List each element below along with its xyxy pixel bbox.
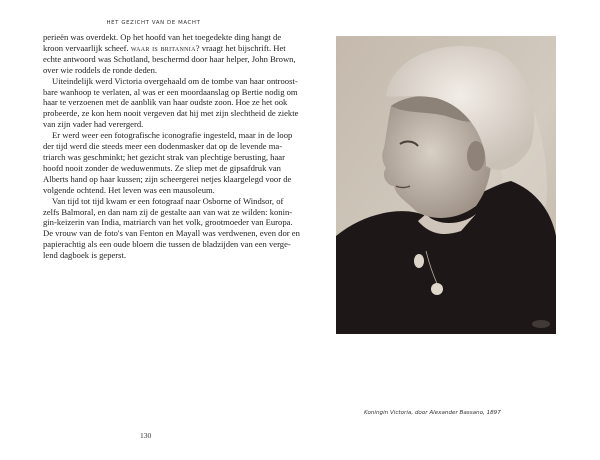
text-fragment: ? vraagt het bijschrift. Het — [195, 42, 286, 53]
text-line: lend dagboek is geperst. — [43, 250, 127, 261]
text-line: haar te verzoenen met de aanblik van haar oudste zoon. Hoe ze het ook — [43, 97, 288, 108]
portrait-photo-icon — [336, 36, 556, 334]
text-line: van zijn vader had verergerd. — [43, 119, 144, 130]
page-number: 130 — [140, 431, 152, 440]
text-line: triarch was geschminkt; het gezicht strak van plechtige berusting, haar — [43, 151, 285, 162]
text-line: gin-keizerin van India, matriarch van het volk, grootmoeder van Europa. — [43, 217, 293, 228]
photo-caption: Koningin Victoria, door Alexander Bassano, 1897 — [364, 410, 501, 416]
text-fragment: kroon vervaarlijk scheef. — [43, 42, 131, 53]
text-line: probeerde, ze kon hem nooit vergeven dat hij met zijn slechtheid de ziekte — [43, 108, 299, 119]
text-line: Van tijd tot tijd kwam er een fotograaf naar Osborne of Windsor, of — [52, 195, 284, 206]
portrait-photo — [336, 36, 556, 334]
text-line: Uiteindelijk werd Victoria overgehaald om de tombe van haar ontroost- — [52, 75, 298, 86]
text-line: Alberts hand op haar kussen; zijn scheergerei netjes klaargelegd voor de — [43, 173, 292, 184]
text-line: bare wanhoop te verlaten, al was er een moordaanslag op Bertie nodig om — [43, 86, 298, 97]
text-line: hoofd nooit zonder de weduwenmuts. Ze sliep met de gipsafdruk van — [43, 162, 281, 173]
text-line: over wie roddels de ronde deden. — [43, 64, 158, 75]
text-line: volgende ochtend. Het leven was een mausoleum. — [43, 184, 215, 195]
text-line: zelfs Balmoral, en dan nam zij de gestalte aan van wat ze wilden: konin- — [43, 206, 293, 217]
text-line: der tijd werd die steeds meer een dodenmasker dat op de levende ma- — [43, 141, 283, 152]
text-line: Er werd weer een fotografische iconografie ingesteld, maar in de loop — [52, 130, 293, 141]
text-line: De vrouw van de foto's van Fenton en Mayall was verdwenen, even dor en — [43, 228, 300, 239]
running-head: HET GEZICHT VAN DE MACHT — [106, 20, 201, 26]
small-caps-quote: waar is britannia — [130, 42, 196, 53]
text-line — [43, 42, 286, 54]
text-line: echte antwoord was Schotland, beschermd door haar helper, John Brown, — [43, 53, 296, 64]
text-line: papierachtig als een oude bloem die tussen de bladzijden van een verge- — [43, 239, 291, 250]
text-line: perieën was overdekt. Op het hoofd van het toegedekte ding hangt de — [43, 32, 282, 42]
body-text — [43, 32, 300, 261]
right-page — [300, 0, 600, 460]
